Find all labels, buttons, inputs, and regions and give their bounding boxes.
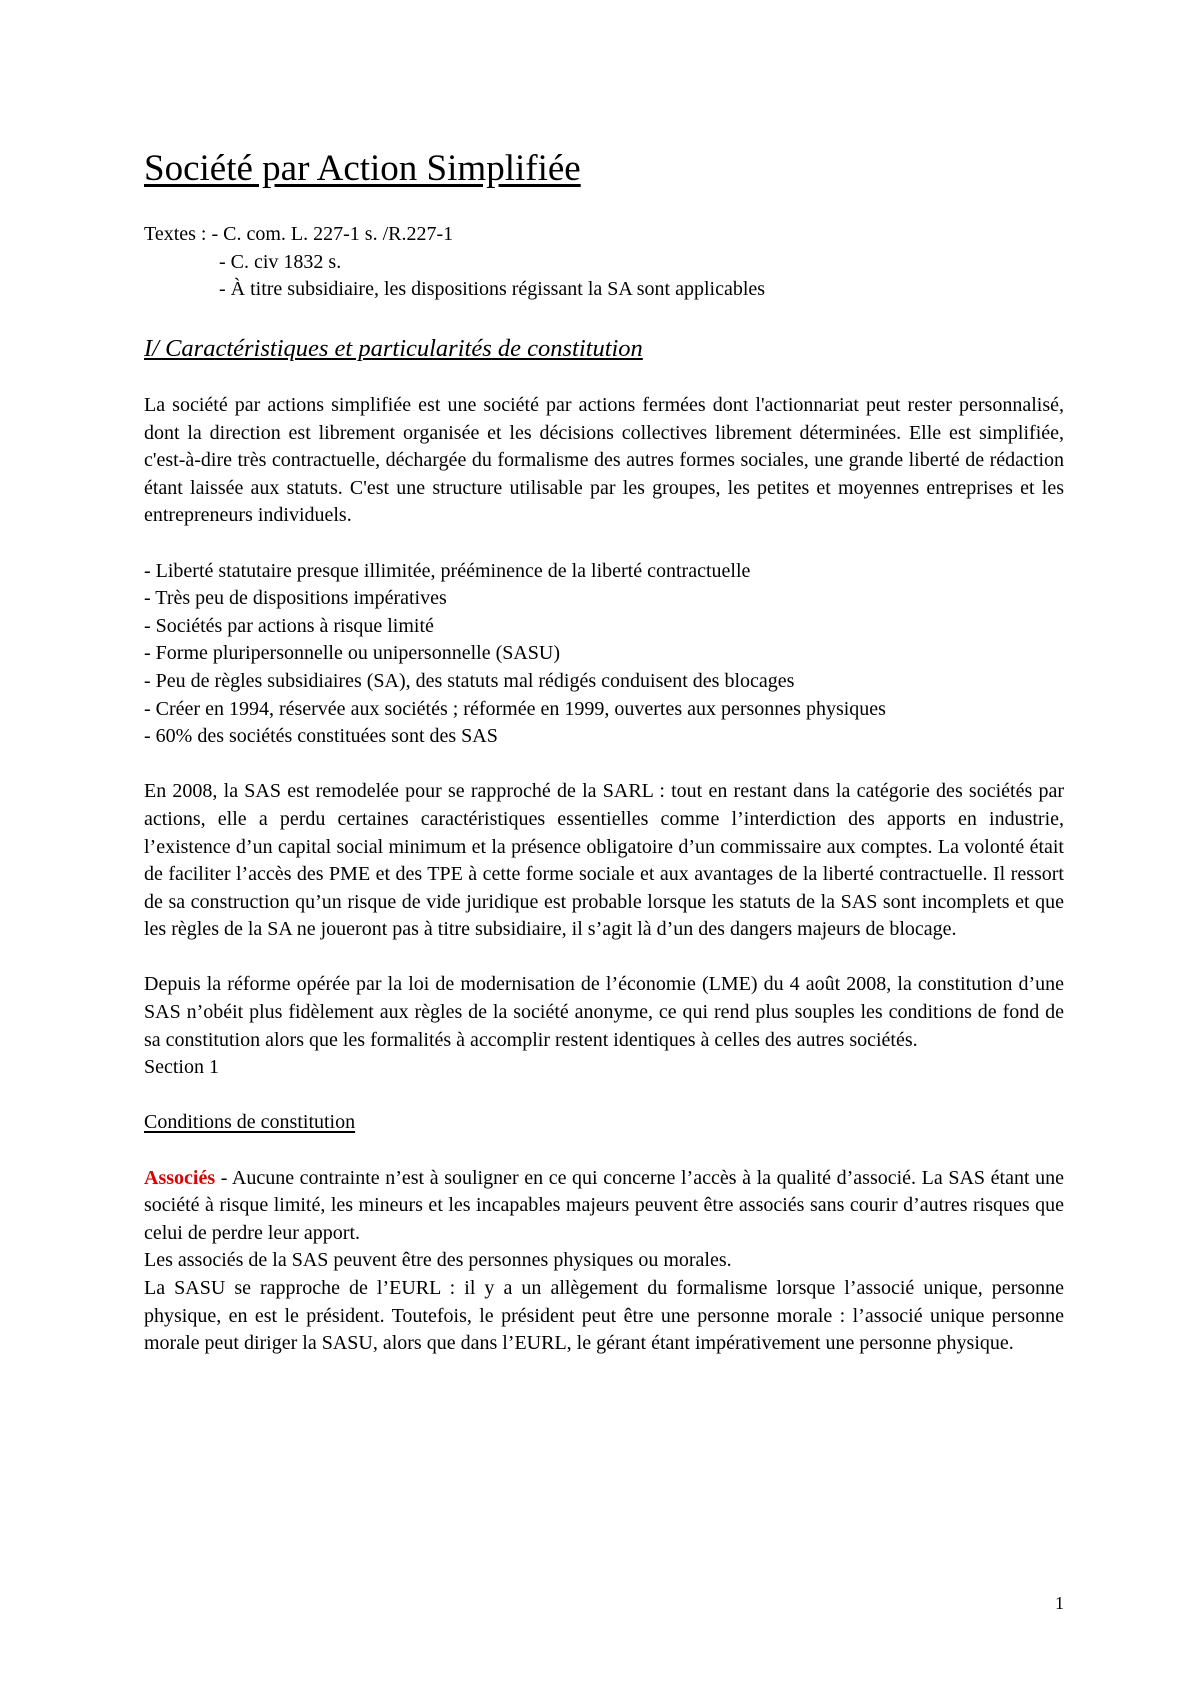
list-item: - 60% des sociétés constituées sont des SAS (144, 725, 498, 748)
paragraph-associates-types: Les associés de la SAS peuvent être des personnes physiques ou morales. (144, 1249, 732, 1272)
legal-texts-line-1: Textes : - C. com. L. 227-1 s. /R.227-1 (144, 223, 454, 245)
paragraph-2008-reform: En 2008, la SAS est remodelée pour se rapproché de la SARL : tout en restant dans la catégorie des sociétés par actions, elle a perdu certaines caractéristiques essentielles comme l’interdiction des apports en industrie, l’existence d’un capital social minimum et la présence obligatoire d’un commissaire aux comptes. La volonté était de faciliter l’accès des PME et des TPE à cette forme sociale et aux avantages de la liberté contractuelle. Il ressort de sa construction qu’un risque de vide juridique est probable lorsque les statuts de la SAS sont incomplets et que les règles de la SA ne joueront pas à titre subsidiaire, il s’agit là d’un des dangers majeurs de blocage. (144, 780, 1064, 941)
list-item: - Créer en 1994, réservée aux sociétés ; réformée en 1999, ouvertes aux personnes physiques (144, 697, 886, 720)
legal-texts-block (144, 221, 1064, 304)
document-title: Société par Action Simplifiée (144, 148, 581, 189)
document-body (144, 392, 1064, 1358)
list-item: - Forme pluripersonnelle ou unipersonnelle (SASU) (144, 642, 561, 665)
associes-term: Associés (144, 1166, 216, 1189)
list-item: - Sociétés par actions à risque limité (144, 614, 434, 637)
legal-texts-line-3: - À titre subsidiaire, les dispositions régissant la SA sont applicables (219, 278, 766, 300)
subheading-text: Conditions de constitution (144, 1111, 356, 1134)
page-number: 1 (1055, 1593, 1064, 1613)
associes-text: - Aucune contrainte n’est à souligner en ce qui concerne l’accès à la qualité d’associé. La SAS étant une société à risque limité, les mineurs et les incapables majeurs peuvent être associés sans courir d’autres risques que celui de perdre leur apport. (144, 1166, 1064, 1244)
paragraph-intro: La société par actions simplifiée est une société par actions fermées dont l'actionnariat peut rester personnalisé, dont la direction est librement organisée et les décisions collectives librement déterminées. Elle est simplifiée, c'est-à-dire très contractuelle, déchargée du formalisme des autres formes sociales, une grande liberté de rédaction étant laissée aux statuts. C'est une structure utilisable par les groupes, les petites et moyennes entreprises et les entrepreneurs individuels. (144, 394, 1064, 527)
list-item: - Très peu de dispositions impératives (144, 587, 447, 610)
list-item: - Liberté statutaire presque illimitée, prééminence de la liberté contractuelle (144, 559, 751, 582)
characteristics-list (144, 558, 1064, 751)
document-page (144, 0, 1064, 1698)
list-item: - Peu de règles subsidiaires (SA), des statuts mal rédigés conduisent des blocages (144, 669, 795, 692)
section-heading: I/ Caractéristiques et particularités de constitution (144, 335, 643, 362)
paragraph-lme-reform: Depuis la réforme opérée par la loi de modernisation de l’économie (LME) du 4 août 2008, la constitution d’une SAS n’obéit plus fidèlement aux règles de la société anonyme, ce qui rend plus souples les conditions de fond de sa constitution alors que les formalités à accomplir restent identiques à celles des autres sociétés. (144, 973, 1064, 1051)
section-label: Section 1 (144, 1056, 219, 1079)
subheading (144, 1109, 1064, 1137)
paragraph-associes (144, 1165, 1064, 1248)
legal-texts-line-2: - C. civ 1832 s. (219, 250, 342, 273)
paragraph-sasu: La SASU se rapproche de l’EURL : il y a un allègement du formalisme lorsque l’associé unique, personne physique, en est le président. Toutefois, le président peut être une personne morale : l’associé unique personne morale peut diriger la SASU, alors que dans l’EURL, le gérant étant impérativement une personne physique. (144, 1277, 1064, 1355)
